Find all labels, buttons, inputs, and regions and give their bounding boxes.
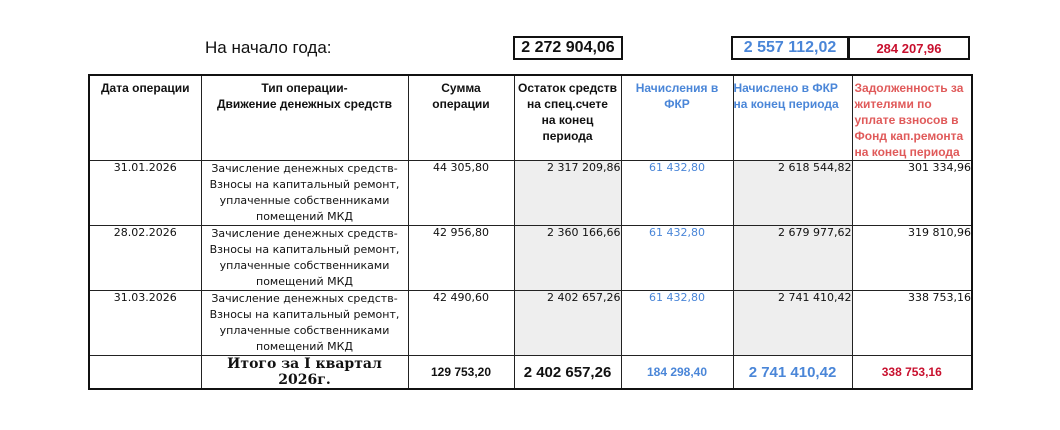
row-fkr: 2 618 544,82 bbox=[733, 161, 852, 226]
header-debt: Задолженность за жителями по уплате взносов в Фонд кап.ремонта на конец периода bbox=[852, 75, 972, 161]
row-accrual: 61 432,80 bbox=[621, 226, 733, 291]
total-label: Итого за I квартал 2026г. bbox=[201, 356, 408, 390]
operations-table bbox=[88, 74, 973, 390]
row-type: Зачисление денежных средств- Взносы на капитальный ремонт, уплаченные собственниками помещений МКД bbox=[201, 226, 408, 291]
header-type: Тип операции- Движение денежных средств bbox=[201, 75, 408, 161]
start-fkr-box: 2 557 112,02 bbox=[731, 36, 849, 60]
row-type: Зачисление денежных средств- Взносы на капитальный ремонт, уплаченные собственниками помещений МКД bbox=[201, 161, 408, 226]
row-debt: 301 334,96 bbox=[852, 161, 972, 226]
start-balance-box: 2 272 904,06 bbox=[513, 36, 623, 60]
row-fkr: 2 679 977,62 bbox=[733, 226, 852, 291]
table-header-row bbox=[89, 75, 972, 161]
table-row bbox=[89, 226, 972, 291]
row-debt: 319 810,96 bbox=[852, 226, 972, 291]
row-balance: 2 360 166,66 bbox=[514, 226, 621, 291]
total-balance: 2 402 657,26 bbox=[514, 356, 621, 390]
row-debt: 338 753,16 bbox=[852, 291, 972, 356]
total-debt: 338 753,16 bbox=[852, 356, 972, 390]
row-balance: 2 317 209,86 bbox=[514, 161, 621, 226]
row-sum: 42 490,60 bbox=[408, 291, 514, 356]
header-accrual: Начисления в ФКР bbox=[621, 75, 733, 161]
row-balance: 2 402 657,26 bbox=[514, 291, 621, 356]
header-fkr: Начислено в ФКР на конец периода bbox=[733, 75, 852, 161]
row-fkr: 2 741 410,42 bbox=[733, 291, 852, 356]
header-balance: Остаток средств на спец.счете на конец периода bbox=[514, 75, 621, 161]
total-sum: 129 753,20 bbox=[408, 356, 514, 390]
row-accrual: 61 432,80 bbox=[621, 291, 733, 356]
start-of-year-label: На начало года: bbox=[205, 38, 332, 57]
total-fkr: 2 741 410,42 bbox=[733, 356, 852, 390]
row-date: 31.03.2026 bbox=[89, 291, 201, 356]
start-debt-box: 284 207,96 bbox=[849, 36, 970, 60]
total-row bbox=[89, 356, 972, 390]
row-sum: 42 956,80 bbox=[408, 226, 514, 291]
row-date: 28.02.2026 bbox=[89, 226, 201, 291]
total-empty-cell bbox=[89, 356, 201, 390]
row-accrual: 61 432,80 bbox=[621, 161, 733, 226]
row-sum: 44 305,80 bbox=[408, 161, 514, 226]
header-date: Дата операции bbox=[89, 75, 201, 161]
table-row bbox=[89, 161, 972, 226]
header-sum: Сумма операции bbox=[408, 75, 514, 161]
table-row bbox=[89, 291, 972, 356]
row-type: Зачисление денежных средств- Взносы на капитальный ремонт, уплаченные собственниками помещений МКД bbox=[201, 291, 408, 356]
row-date: 31.01.2026 bbox=[89, 161, 201, 226]
total-accrual: 184 298,40 bbox=[621, 356, 733, 390]
